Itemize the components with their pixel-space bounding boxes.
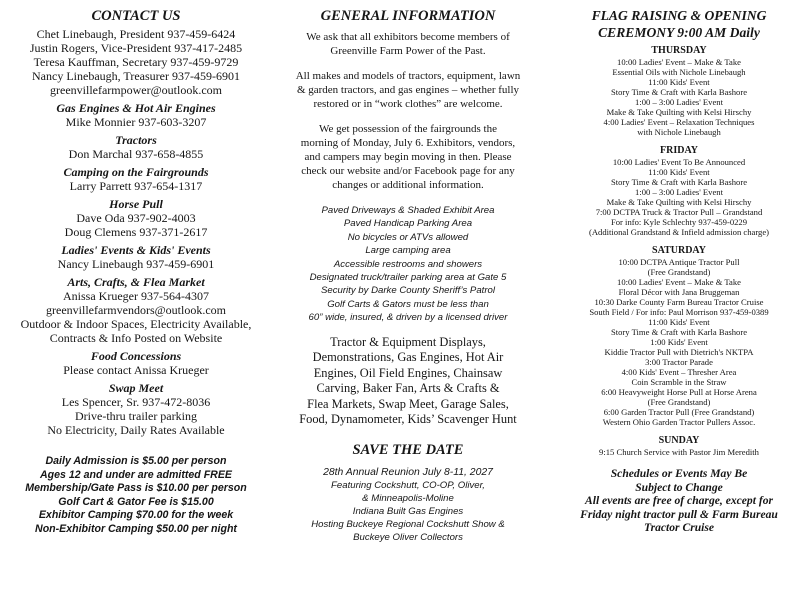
day-friday bbox=[551, 145, 807, 237]
section-title: Food Concessions bbox=[90, 349, 182, 363]
day-saturday bbox=[551, 245, 807, 427]
section-line: Contracts & Info Posted on Website bbox=[49, 331, 223, 345]
paragraph-line: & garden tractors, and gas engines – whether fully bbox=[296, 84, 520, 96]
section-title: Swap Meet bbox=[108, 381, 164, 395]
event-line: 6:00 Garden Tractor Pull (Free Grandstand) bbox=[603, 407, 755, 417]
paragraph-line: restored or in “work clothes” are welcome. bbox=[313, 98, 503, 110]
event-line: 10:00 DCTPA Antique Tractor Pull bbox=[618, 257, 740, 267]
amenity-line: No bicycles or ATVs allowed bbox=[347, 231, 469, 243]
schedule-footer bbox=[551, 467, 807, 535]
section-title: Ladies' Events & Kids' Events bbox=[61, 243, 211, 257]
section-line: Don Marchal 937-658-4855 bbox=[68, 147, 204, 161]
paragraph-line: changes or additional information. bbox=[332, 179, 484, 191]
possession-paragraph bbox=[283, 122, 533, 192]
makes-paragraph bbox=[283, 69, 533, 111]
paragraph-line: All makes and models of tractors, equipment, lawn bbox=[295, 70, 521, 82]
section-title: Horse Pull bbox=[109, 197, 163, 211]
footer-line: Tractor Cruise bbox=[643, 521, 715, 535]
officer-line: Teresa Kauffman, Secretary 937-459-9729 bbox=[33, 55, 239, 69]
event-line: 4:00 Ladies' Event – Relaxation Techniques bbox=[603, 117, 755, 127]
event-line: 10:00 Ladies' Event – Make & Take bbox=[617, 57, 741, 67]
general-info-column bbox=[283, 8, 533, 544]
fee-line: Ages 12 and under are admitted FREE bbox=[40, 468, 232, 481]
section-line: Les Spencer, Sr. 937-472-8036 bbox=[61, 395, 211, 409]
display-line: Tractor & Equipment Displays, bbox=[330, 334, 486, 349]
event-line: Story Time & Craft with Karla Bashore bbox=[610, 177, 748, 187]
officer-line: Justin Rogers, Vice-President 937-417-2485 bbox=[29, 41, 243, 55]
event-line: Coin Scramble in the Straw bbox=[631, 377, 727, 387]
fee-line: Daily Admission is $5.00 per person bbox=[45, 455, 227, 467]
paragraph-line: morning of Monday, July 6. Exhibitors, vendors, bbox=[300, 137, 516, 149]
section-line: No Electricity, Daily Rates Available bbox=[47, 423, 225, 437]
event-line: (Free Grandstand) bbox=[647, 397, 711, 407]
event-line: (Additional Grandstand & Infield admission charge) bbox=[588, 227, 770, 237]
section-line: Please contact Anissa Krueger bbox=[63, 363, 209, 377]
display-line: Carving, Baker Fan, Arts & Crafts & bbox=[316, 381, 500, 396]
officer-email: greenvillefarmpower@outlook.com bbox=[50, 83, 222, 97]
footer-line: Schedules or Events May Be bbox=[610, 467, 748, 480]
event-line: Make & Take Quilting with Kelsi Hirschy bbox=[606, 197, 752, 207]
event-line: with Nichole Linebaugh bbox=[637, 127, 721, 137]
fee-line: Non-Exhibitor Camping $50.00 per night bbox=[35, 522, 237, 535]
footer-line: All events are free of charge, except for bbox=[584, 494, 774, 508]
event-line: 11:00 Kids' Event bbox=[648, 317, 710, 327]
day-name: SATURDAY bbox=[652, 245, 706, 256]
event-line: Story Time & Craft with Karla Bashore bbox=[610, 87, 748, 97]
section-line: Nancy Linebaugh 937-459-6901 bbox=[57, 257, 215, 271]
schedule-column bbox=[551, 8, 807, 535]
section-line: Anissa Krueger 937-564-4307 bbox=[63, 289, 209, 303]
fee-line: Golf Cart & Gator Fee is $15.00 bbox=[58, 495, 214, 508]
section-line: Dave Oda 937-902-4003 bbox=[76, 211, 196, 225]
event-line: 10:00 Ladies' Event To Be Announced bbox=[612, 157, 746, 167]
section-title: Arts, Crafts, & Flea Market bbox=[67, 275, 205, 289]
save-the-date-heading: SAVE THE DATE bbox=[352, 441, 464, 458]
event-line: 9:15 Church Service with Pastor Jim Meredith bbox=[599, 447, 759, 457]
save-line: 28th Annual Reunion July 8-11, 2027 bbox=[323, 466, 493, 478]
save-line: Buckeye Oliver Collectors bbox=[353, 532, 463, 544]
section-line: Larry Parrett 937-654-1317 bbox=[69, 179, 203, 193]
event-line: 6:00 Heavyweight Horse Pull at Horse Arena bbox=[601, 387, 757, 397]
save-the-date-list bbox=[283, 466, 533, 545]
amenities-list bbox=[283, 204, 533, 325]
save-line: Indiana Built Gas Engines bbox=[352, 506, 464, 518]
event-line: Story Time & Craft with Karla Bashore bbox=[610, 327, 748, 337]
event-line: (Free Grandstand) bbox=[647, 267, 711, 277]
event-line: 1:00 – 3:00 Ladies' Event bbox=[635, 187, 723, 197]
event-line: 11:00 Kids' Event bbox=[648, 167, 710, 177]
display-line: Flea Markets, Swap Meet, Garage Sales, bbox=[307, 396, 509, 411]
save-line: & Minneapolis-Moline bbox=[362, 493, 454, 505]
amenity-line: Large camping area bbox=[365, 245, 451, 257]
section-line: Drive-thru trailer parking bbox=[75, 409, 197, 423]
day-name: FRIDAY bbox=[660, 145, 698, 156]
day-thursday bbox=[551, 45, 807, 137]
admission-fees bbox=[2, 455, 270, 536]
amenity-line: Paved Driveways & Shaded Exhibit Area bbox=[321, 205, 495, 216]
save-line: Featuring Cockshutt, CO-OP, Oliver, bbox=[331, 480, 485, 492]
display-line: Food, Dynamometer, Kids’ Scavenger Hunt bbox=[299, 412, 517, 427]
amenity-line: Designated truck/trailer parking area at Gate 5 bbox=[309, 272, 507, 284]
paragraph-line: We get possession of the fairgrounds the bbox=[319, 123, 497, 135]
day-sunday bbox=[551, 435, 807, 457]
paragraph-line: Greenville Farm Power of the Past. bbox=[330, 45, 486, 57]
section-line: Mike Monnier 937-603-3207 bbox=[65, 115, 207, 129]
event-line: 7:00 DCTPA Truck & Tractor Pull – Grandstand bbox=[595, 207, 763, 217]
save-line: Hosting Buckeye Regional Cockshutt Show & bbox=[311, 519, 505, 531]
contact-heading: CONTACT US bbox=[91, 8, 181, 24]
event-line: 4:00 Kids' Event – Thresher Area bbox=[621, 367, 737, 377]
footer-line: Friday night tractor pull & Farm Bureau bbox=[580, 507, 778, 521]
event-line: 1:00 – 3:00 Ladies' Event bbox=[635, 97, 723, 107]
section-title: Tractors bbox=[115, 133, 157, 147]
event-line: 10:00 Ladies' Event – Make & Take bbox=[617, 277, 741, 287]
event-line: South Field / For info: Paul Morrison 937-459-0389 bbox=[589, 307, 769, 317]
displays-list bbox=[283, 335, 533, 428]
ceremony-heading: CEREMONY 9:00 AM Daily bbox=[598, 24, 760, 40]
officer-line: Nancy Linebaugh, Treasurer 937-459-6901 bbox=[32, 69, 240, 83]
event-line: Floral Décor with Jana Bruggeman bbox=[618, 287, 740, 297]
officer-line: Chet Linebaugh, President 937-459-6424 bbox=[36, 27, 236, 41]
contact-column bbox=[2, 8, 270, 536]
general-heading: GENERAL INFORMATION bbox=[320, 8, 496, 24]
amenity-line: Accessible restrooms and showers bbox=[333, 258, 483, 270]
section-line: Outdoor & Indoor Spaces, Electricity Available, bbox=[20, 317, 252, 331]
paragraph-line: We ask that all exhibitors become members of bbox=[306, 31, 510, 43]
section-title: Gas Engines & Hot Air Engines bbox=[56, 101, 216, 115]
section-line: Doug Clemens 937-371-2617 bbox=[64, 225, 208, 239]
event-line: For info: Kyle Schlechty 937-459-0229 bbox=[610, 217, 748, 227]
fee-line: Membership/Gate Pass is $10.00 per person bbox=[25, 482, 247, 494]
amenity-line: Security by Darke County Sheriff’s Patrol bbox=[320, 285, 495, 297]
amenity-line: 60” wide, insured, & driven by a licensed driver bbox=[308, 312, 508, 324]
membership-paragraph bbox=[283, 30, 533, 58]
event-line: 11:00 Kids' Event bbox=[648, 77, 710, 87]
amenity-line: Golf Carts & Gators must be less than bbox=[327, 298, 489, 310]
event-line: 10:30 Darke County Farm Bureau Tractor Cruise bbox=[594, 297, 764, 307]
day-name: THURSDAY bbox=[651, 45, 707, 56]
day-name: SUNDAY bbox=[658, 435, 700, 446]
event-line: Essential Oils with Nichole Linebaugh bbox=[612, 67, 746, 77]
paragraph-line: and campers may begin moving in then. Please bbox=[304, 151, 512, 163]
paragraph-line: check our website and/or Facebook page for any bbox=[301, 165, 515, 177]
footer-line: Subject to Change bbox=[635, 480, 723, 494]
display-line: Demonstrations, Gas Engines, Hot Air bbox=[312, 350, 504, 365]
flag-raising-heading: FLAG RAISING & OPENING bbox=[591, 8, 767, 23]
section-title: Camping on the Fairgrounds bbox=[63, 165, 209, 179]
section-line: greenvillefarmvendors@outlook.com bbox=[46, 303, 226, 317]
event-line: Kiddie Tractor Pull with Dietrich's NKTPA bbox=[604, 347, 754, 357]
display-line: Engines, Oil Field Engines, Chainsaw bbox=[313, 365, 503, 380]
event-line: Western Ohio Garden Tractor Pullers Assoc. bbox=[602, 417, 756, 427]
event-line: Make & Take Quilting with Kelsi Hirschy bbox=[606, 107, 752, 117]
fee-line: Exhibitor Camping $70.00 for the week bbox=[38, 509, 234, 521]
event-line: 1:00 Kids' Event bbox=[650, 337, 708, 347]
amenity-line: Paved Handicap Parking Area bbox=[343, 218, 473, 230]
event-line: 3:00 Tractor Parade bbox=[645, 357, 713, 367]
